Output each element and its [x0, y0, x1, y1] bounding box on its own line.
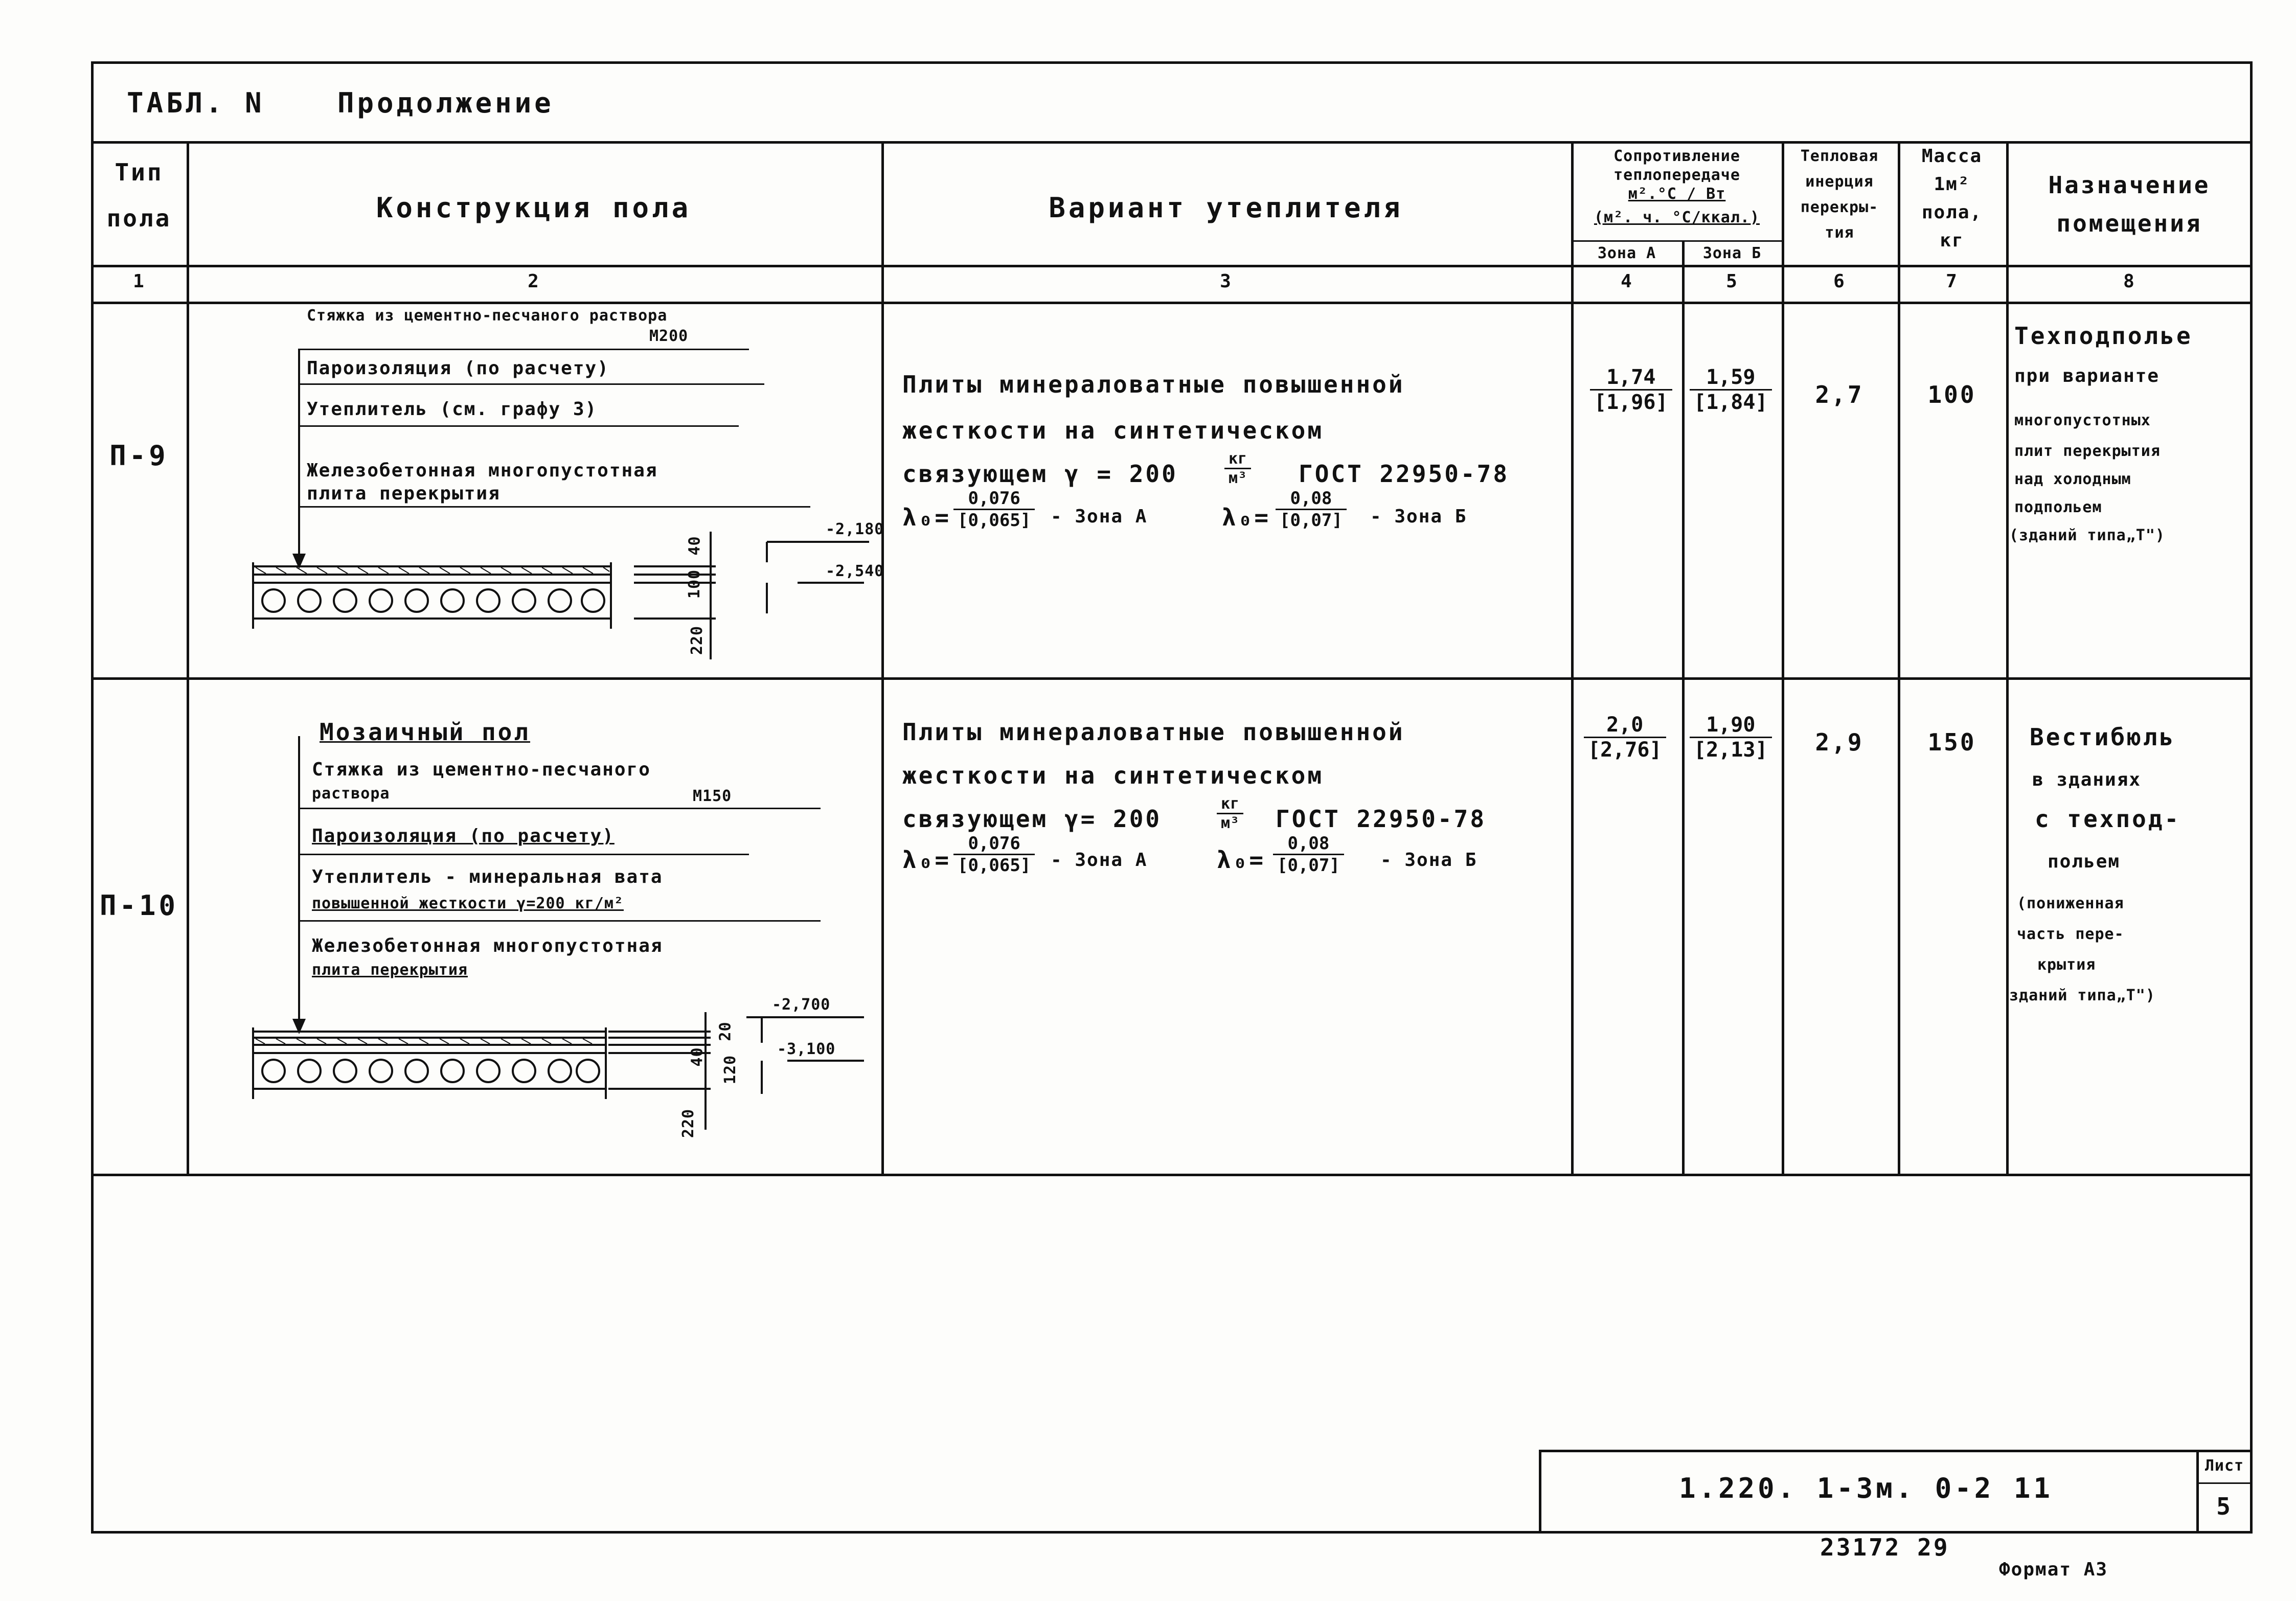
- row2-inertia: 2,9: [1815, 728, 1864, 756]
- row1-lambda-a-zone: - Зона А: [1051, 506, 1148, 527]
- row2-layer-screed: Стяжка из цементно-песчаного: [312, 759, 651, 780]
- row1-zone-a: $\frac{1,74}{[1,96]}$: [1590, 365, 1672, 414]
- row1-layer-vapor: Пароизоляция (по расчету): [307, 358, 609, 379]
- format-label: Формат А3: [1999, 1559, 2108, 1580]
- header-purpose-1: Назначение: [2048, 171, 2211, 199]
- header-resistance-1: Сопротивление: [1613, 147, 1740, 165]
- header-mass-2: 1м²: [1934, 174, 1970, 195]
- stamp-sheet-number: 5: [2216, 1493, 2233, 1520]
- row1-layer-slab-1: Железобетонная многопустотная: [307, 460, 658, 481]
- colnum-8: 8: [2123, 271, 2135, 292]
- row1-insul-1: Плиты минераловатные повышенной: [902, 371, 1405, 398]
- row1-insul-gost: ГОСТ 22950-78: [1299, 460, 1510, 488]
- row2-zone-b: $\frac{1,90}{[2,13]}$: [1690, 713, 1772, 762]
- header-resistance-3: м².°С / Вт: [1628, 185, 1726, 203]
- row1-inertia: 2,7: [1815, 381, 1864, 408]
- row1-purpose-3: многопустотных: [2014, 411, 2151, 429]
- row1-lambda-b: $\frac{0,08}{[0,07]}$: [1276, 488, 1347, 531]
- header-inertia-3: перекры-: [1800, 198, 1879, 216]
- header-zone-a: Зона А: [1597, 244, 1656, 262]
- row1-density-unit: кг м³: [1224, 450, 1251, 487]
- stamp-code: 1.220. 1-3м. 0-2 11: [1679, 1472, 2053, 1504]
- row2-lambda-b-zone: - Зона Б: [1380, 850, 1477, 871]
- row2-purpose-1: Вестибюль: [2030, 723, 2176, 751]
- header-resistance-4: (м². ч. °С/ккал.): [1594, 209, 1760, 226]
- row1-dim-1: 40: [686, 536, 704, 556]
- header-insulation: Вариант утеплителя: [1049, 192, 1403, 224]
- row1-lambda-a-symbol: λ₀=: [902, 504, 951, 531]
- row2-insul-3: связующем γ= 200: [902, 805, 1162, 833]
- row1-purpose-7: (зданий типа„Т"): [2009, 527, 2165, 544]
- row2-layer-vapor: Пароизоляция (по расчету): [312, 826, 615, 847]
- row1-insul-2: жесткости на синтетическом: [902, 417, 1324, 444]
- row2-density-unit: кг м³: [1217, 795, 1243, 832]
- row1-layer-screed-grade: М200: [649, 327, 689, 345]
- row2-layer-insul: Утеплитель - минеральная вата: [312, 866, 663, 887]
- row2-layer-screed-2: раствора: [312, 785, 390, 803]
- header-type-2: пола: [106, 204, 172, 232]
- colnum-5: 5: [1726, 271, 1738, 292]
- header-purpose-2: помещения: [2056, 210, 2202, 237]
- row2-insul-2: жесткости на синтетическом: [902, 762, 1324, 789]
- row1-purpose-5: над холодным: [2014, 470, 2131, 488]
- row2-level-2: -3,100: [777, 1040, 836, 1058]
- header-construction: Конструкция пола: [376, 192, 692, 224]
- stamp-sheet-label: Лист: [2204, 1457, 2244, 1475]
- row1-purpose-1: Техподполье: [2014, 322, 2193, 350]
- row1-lambda-b-zone: - Зона Б: [1370, 506, 1467, 527]
- row2-dim-1: 20: [716, 1021, 735, 1041]
- row1-dim-2: 100: [686, 569, 704, 599]
- colnum-7: 7: [1946, 271, 1958, 292]
- header-inertia-2: инерция: [1805, 173, 1874, 191]
- row1-insul-3: связующем γ = 200: [902, 460, 1178, 488]
- header-mass-4: кг: [1940, 230, 1964, 251]
- header-mass-3: пола,: [1921, 202, 1983, 223]
- row2-level-1: -2,700: [772, 996, 831, 1014]
- row1-lambda-a: $\frac{0,076}{[0,065]}$: [953, 488, 1035, 531]
- row2-mass: 150: [1927, 728, 1976, 756]
- row2-purpose-8: зданий типа„Т"): [2009, 987, 2155, 1004]
- header-inertia-1: Тепловая: [1800, 147, 1879, 165]
- row2-layer-slab-2: плита перекрытия: [312, 961, 468, 979]
- colnum-4: 4: [1621, 271, 1633, 292]
- row1-dim-3: 220: [688, 625, 707, 655]
- row2-lambda-a: $\frac{0,076}{[0,065]}$: [953, 833, 1035, 876]
- header-zone-b: Зона Б: [1702, 244, 1762, 262]
- row1-purpose-4: плит перекрытия: [2014, 442, 2161, 460]
- row1-purpose-6: подпольем: [2014, 498, 2102, 516]
- table-label: ТАБЛ. N: [127, 87, 265, 119]
- row2-insul-1: Плиты минераловатные повышенной: [902, 718, 1405, 746]
- row2-dim-2: 40: [688, 1047, 707, 1067]
- row1-level-1: -2,180: [826, 520, 884, 538]
- header-mass-1: Масса: [1921, 146, 1983, 167]
- row2-type: П-10: [99, 889, 179, 922]
- row2-insul-gost: ГОСТ 22950-78: [1276, 805, 1487, 833]
- row2-lambda-a-symbol: λ₀=: [902, 846, 951, 874]
- row2-lambda-b-symbol: λ₀=: [1217, 846, 1266, 874]
- row2-layer-screed-grade: М150: [693, 787, 732, 805]
- row2-zone-a: $\frac{2,0}{[2,76]}$: [1584, 713, 1666, 762]
- row1-purpose-2: при варианте: [2014, 365, 2160, 386]
- header-inertia-4: тия: [1825, 224, 1854, 242]
- row2-purpose-2: в зданиях: [2032, 769, 2142, 790]
- colnum-2: 2: [528, 271, 540, 292]
- header-resistance-2: теплопередаче: [1613, 166, 1740, 184]
- header-type-1: Тип: [115, 158, 164, 186]
- row1-mass: 100: [1927, 381, 1976, 408]
- row1-zone-b: $\frac{1,59}{[1,84]}$: [1690, 365, 1772, 414]
- row2-layer-mosaic: Мозаичный пол: [320, 718, 531, 746]
- row1-layer-slab-2: плита перекрытия: [307, 483, 501, 504]
- table-continuation: Продолжение: [337, 87, 554, 119]
- row2-dim-3: 120: [721, 1055, 740, 1085]
- row2-purpose-5: (пониженная: [2017, 895, 2124, 912]
- row2-purpose-3: с техпод-: [2035, 805, 2181, 833]
- row1-lambda-b-symbol: λ₀=: [1222, 504, 1271, 531]
- row1-level-2: -2,540: [826, 562, 884, 580]
- row2-purpose-7: крытия: [2037, 956, 2096, 974]
- row2-dim-4: 220: [679, 1108, 698, 1138]
- row2-layer-slab-1: Железобетонная многопустотная: [312, 935, 663, 956]
- colnum-6: 6: [1833, 271, 1846, 292]
- row2-lambda-a-zone: - Зона А: [1051, 850, 1148, 871]
- row2-purpose-6: часть пере-: [2017, 925, 2124, 943]
- row1-layer-screed: Стяжка из цементно-песчаного раствора: [307, 307, 668, 325]
- archive-number: 23172 29: [1820, 1534, 1950, 1561]
- colnum-1: 1: [133, 271, 145, 292]
- row2-layer-insul-2: повышенной жесткости γ=200 кг/м²: [312, 895, 624, 912]
- colnum-3: 3: [1220, 271, 1232, 292]
- row1-type: П-9: [109, 440, 169, 472]
- row1-layer-insul: Утеплитель (см. графу 3): [307, 399, 598, 420]
- row2-purpose-4: польем: [2048, 851, 2121, 872]
- row2-lambda-b: $\frac{0,08}{[0,07]}$: [1273, 833, 1344, 876]
